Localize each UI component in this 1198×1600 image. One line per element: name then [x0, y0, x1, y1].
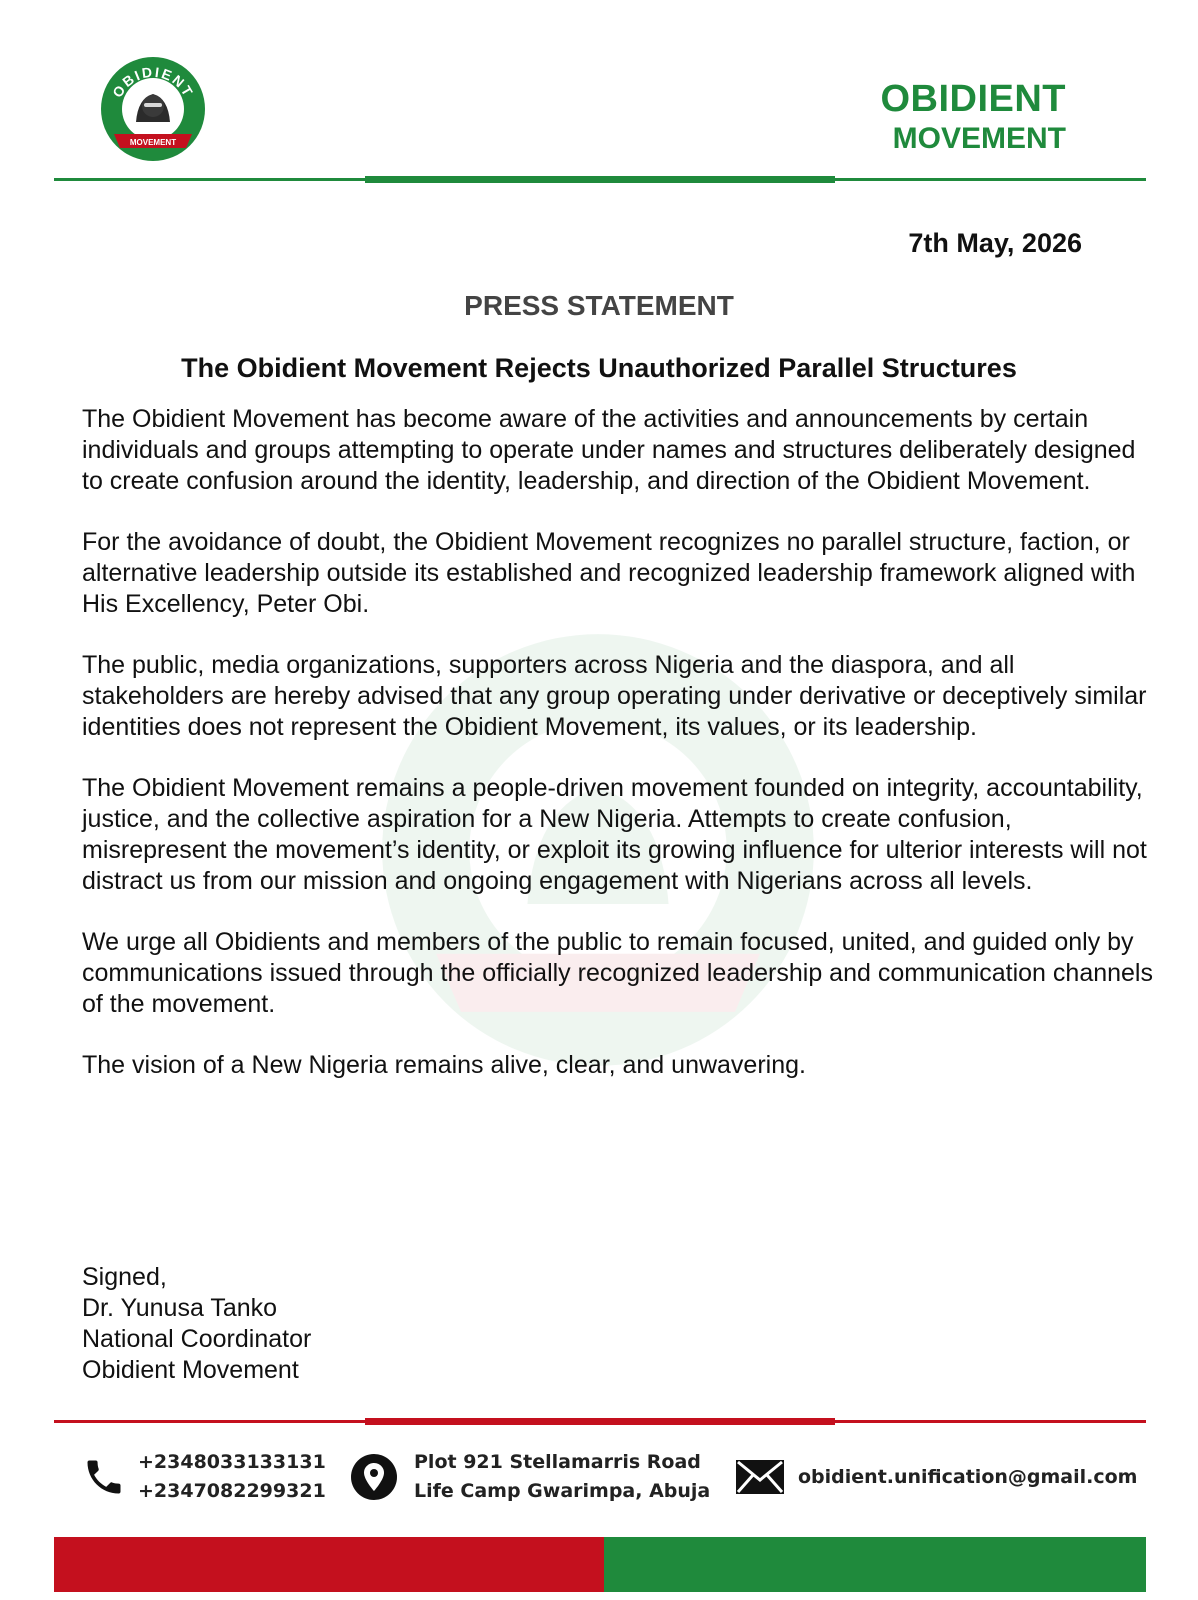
location-pin-icon	[350, 1453, 398, 1501]
paragraph: For the avoidance of doubt, the Obidient Movement recognizes no parallel structure, faction, or alternative leadership outside its established and recognized leadership framework aligned with His Excellency, Peter Obi.	[82, 528, 1136, 618]
statement-body	[82, 404, 1162, 1111]
footer-red-bar	[54, 1537, 604, 1592]
footer-email	[734, 1458, 1137, 1496]
brand-name	[880, 80, 1066, 154]
phone-number-1[interactable]: +2348033133131	[138, 1451, 326, 1473]
brand-line-1: OBIDIENT	[880, 78, 1066, 120]
address-line-2: Life Camp Gwarimpa, Abuja	[414, 1480, 711, 1502]
logo-ribbon-text: MOVEMENT	[129, 138, 177, 147]
email-address[interactable]: obidient.unification@gmail.com	[798, 1465, 1138, 1488]
signed-label: Signed,	[82, 1263, 167, 1291]
envelope-icon	[734, 1458, 786, 1496]
signatory-title: National Coordinator	[82, 1325, 312, 1353]
signatory-organization: Obidient Movement	[82, 1356, 299, 1384]
paragraph: The vision of a New Nigeria remains alive, clear, and unwavering.	[82, 1051, 806, 1079]
signature-block	[82, 1262, 311, 1386]
statement-date: 7th May, 2026	[908, 228, 1082, 258]
signatory-name: Dr. Yunusa Tanko	[82, 1294, 278, 1322]
paragraph: The public, media organizations, supporters across Nigeria and the diaspora, and all stakeholders are hereby advised that any group operating under derivative or deceptively similar identities does not represent the Obidient Movement, its values, or its leadership.	[82, 651, 1147, 741]
logo-ring-text: OBIDIENT	[109, 63, 197, 101]
paragraph: We urge all Obidients and members of the public to remain focused, united, and guided only by communications issued through the officially recognized leadership and communication channels of the movement.	[82, 928, 1153, 1018]
footer-green-bar	[604, 1537, 1146, 1592]
phone-number-2[interactable]: +2347082299321	[138, 1480, 326, 1502]
footer-address	[350, 1448, 710, 1506]
brand-line-2: MOVEMENT	[892, 122, 1066, 155]
document-heading: PRESS STATEMENT	[464, 290, 734, 321]
paragraph: The Obidient Movement has become aware of the activities and announcements by certain individuals and groups attempting to operate under names and structures deliberately designed to create confusion around the identity, leadership, and direction of the Obidient Movement.	[82, 405, 1136, 495]
paragraph: The Obidient Movement remains a people-driven movement founded on integrity, accountability, justice, and the collective aspiration for a New Nigeria. Attempts to create confusion, misrepresent the movement’s identity, or exploit its growing influence for ulterior interests will not distract us from our mission and ongoing engagement with Nigerians across all levels.	[82, 774, 1147, 895]
address-line-1: Plot 921 Stellamarris Road	[414, 1451, 701, 1473]
obidient-logo	[100, 56, 206, 162]
phone-icon	[82, 1455, 126, 1499]
statement-title: The Obidient Movement Rejects Unauthorized Parallel Structures	[181, 353, 1017, 383]
footer-phone	[82, 1448, 326, 1506]
